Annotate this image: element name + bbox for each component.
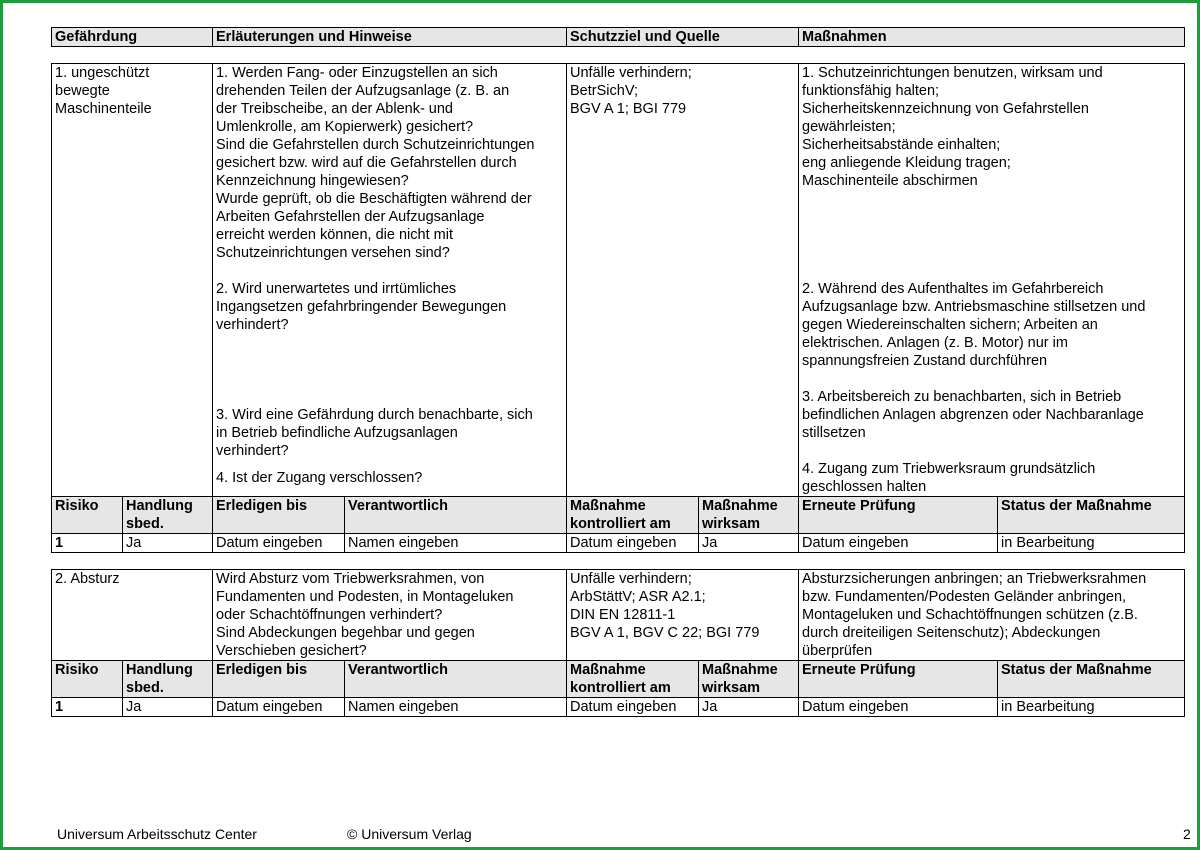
label-text: Handlung xyxy=(126,662,193,678)
footer-left: Universum Arbeitsschutz Center xyxy=(57,826,257,842)
measures-cell xyxy=(799,64,1185,497)
source-line: Unfälle verhindern; xyxy=(570,571,692,587)
risiko-value[interactable]: 1 xyxy=(52,534,123,553)
measure-line: überprüfen xyxy=(802,643,873,659)
label-handlung xyxy=(123,497,213,534)
source-line: ArbStättV; ASR A2.1; xyxy=(570,589,706,605)
note-line: erreicht werden können, die nicht mit xyxy=(216,227,453,243)
label-text: Maßnahme xyxy=(702,662,778,678)
measure-line: eng anliegende Kleidung tragen; xyxy=(802,155,1011,171)
note-line: Sind die Gefahrstellen durch Schutzeinrichtungen xyxy=(216,137,535,153)
source-cell xyxy=(567,570,799,661)
label-text: Maßnahme xyxy=(570,498,646,514)
hazard-line: 2. Absturz xyxy=(55,571,120,587)
risiko-value[interactable]: 1 xyxy=(52,698,123,717)
label-verantwortlich: Verantwortlich xyxy=(345,661,567,698)
measure-line: durch dreiteiligen Seitenschutz); Abdeckungen xyxy=(802,625,1101,641)
measure-line: gegen Wiedereinschalten sichern; Arbeiten an xyxy=(802,317,1098,333)
measures-cell xyxy=(799,570,1185,661)
pruefung-field[interactable]: Datum eingeben xyxy=(799,698,998,717)
column-header-table xyxy=(51,27,1185,47)
label-text: Handlung xyxy=(126,498,193,514)
label-status: Status der Maßnahme xyxy=(998,497,1185,534)
hazard-line: 1. ungeschützt xyxy=(55,65,150,81)
spacer xyxy=(802,190,1181,280)
label-wirksam xyxy=(699,497,799,534)
header-massnahmen: Maßnahmen xyxy=(799,28,1185,47)
label-text: sbed. xyxy=(126,680,164,696)
label-pruefung: Erneute Prüfung xyxy=(799,497,998,534)
footer-copyright: © Universum Verlag xyxy=(347,826,472,842)
label-text: Risiko xyxy=(55,662,99,678)
label-text: kontrolliert am xyxy=(570,516,671,532)
label-text: kontrolliert am xyxy=(570,680,671,696)
pruefung-field[interactable]: Datum eingeben xyxy=(799,534,998,553)
page-number: 2 xyxy=(1183,826,1191,842)
hazard-section-2 xyxy=(51,569,1185,717)
erledigen-field[interactable]: Datum eingeben xyxy=(213,534,345,553)
source-line: Unfälle verhindern; xyxy=(570,65,692,81)
source-line: BGV A 1; BGI 779 xyxy=(570,101,687,117)
note-line: gesichert bzw. wird auf die Gefahrstellen durch xyxy=(216,155,517,171)
label-kontrolliert xyxy=(567,661,699,698)
note-line: Wird Absturz vom Triebwerksrahmen, von xyxy=(216,571,485,587)
note-line: verhindert? xyxy=(216,443,289,459)
label-status: Status der Maßnahme xyxy=(998,661,1185,698)
label-erledigen: Erledigen bis xyxy=(213,497,345,534)
note-line: Sind Abdeckungen begehbar und gegen xyxy=(216,625,475,641)
note-line: in Betrieb befindliche Aufzugsanlagen xyxy=(216,425,458,441)
measure-line: Sicherheitskennzeichnung von Gefahrstellen xyxy=(802,101,1089,117)
wirksam-value[interactable]: Ja xyxy=(699,698,799,717)
measure-line: Absturzsicherungen anbringen; an Triebwerksrahmen xyxy=(802,571,1147,587)
note-line: oder Schachtöffnungen verhindert? xyxy=(216,607,443,623)
notes-cell xyxy=(213,570,567,661)
kontrolliert-field[interactable]: Datum eingeben xyxy=(567,534,699,553)
measure-line: Sicherheitsabstände einhalten; xyxy=(802,137,1001,153)
source-line: BetrSichV; xyxy=(570,83,638,99)
note-line: Schutzeinrichtungen versehen sind? xyxy=(216,245,450,261)
header-gefaehrdung: Gefährdung xyxy=(52,28,213,47)
spacer xyxy=(216,460,563,469)
source-cell xyxy=(567,64,799,497)
note-line: 3. Wird eine Gefährdung durch benachbarte, sich xyxy=(216,407,533,423)
label-wirksam xyxy=(699,661,799,698)
source-line: BGV A 1, BGV C 22; BGI 779 xyxy=(570,625,760,641)
measure-line: 4. Zugang zum Triebwerksraum grundsätzlich xyxy=(802,461,1096,477)
measure-line: spannungsfreien Zustand durchführen xyxy=(802,353,1048,369)
measure-line: bzw. Fundamenten/Podesten Geländer anbringen, xyxy=(802,589,1127,605)
note-line: 1. Werden Fang- oder Einzugstellen an sich xyxy=(216,65,498,81)
measure-line: 2. Während des Aufenthaltes im Gefahrbereich xyxy=(802,281,1104,297)
label-text: sbed. xyxy=(126,516,164,532)
note-line: Kennzeichnung hingewiesen? xyxy=(216,173,409,189)
measure-line: elektrischen. Anlagen (z. B. Motor) nur im xyxy=(802,335,1068,351)
hazard-line: Maschinenteile xyxy=(55,101,152,117)
kontrolliert-field[interactable]: Datum eingeben xyxy=(567,698,699,717)
label-risiko xyxy=(52,661,123,698)
note-line: Ingangsetzen gefahrbringender Bewegungen xyxy=(216,299,507,315)
verantwortlich-field[interactable]: Namen eingeben xyxy=(345,534,567,553)
measure-line: Maschinenteile abschirmen xyxy=(802,173,978,189)
header-erlaeuterungen: Erläuterungen und Hinweise xyxy=(213,28,567,47)
note-line: drehenden Teilen der Aufzugsanlage (z. B. an xyxy=(216,83,510,99)
erledigen-field[interactable]: Datum eingeben xyxy=(213,698,345,717)
measure-line: 1. Schutzeinrichtungen benutzen, wirksam und xyxy=(802,65,1103,81)
label-erledigen: Erledigen bis xyxy=(213,661,345,698)
spacer xyxy=(802,370,1181,388)
label-text: Maßnahme xyxy=(570,662,646,678)
note-line: 2. Wird unerwartetes und irrtümliches xyxy=(216,281,457,297)
measure-line: gewährleisten; xyxy=(802,119,896,135)
hazard-cell xyxy=(52,570,213,661)
note-line: verhindert? xyxy=(216,317,289,333)
label-risiko xyxy=(52,497,123,534)
note-line: Verschieben gesichert? xyxy=(216,643,367,659)
verantwortlich-field[interactable]: Namen eingeben xyxy=(345,698,567,717)
spacer xyxy=(802,442,1181,460)
hazard-section-1 xyxy=(51,63,1185,553)
notes-cell xyxy=(213,64,567,497)
spacer xyxy=(216,334,563,406)
note-line: Arbeiten Gefahrstellen der Aufzugsanlage xyxy=(216,209,485,225)
label-text: wirksam xyxy=(702,680,761,696)
note-line: Wurde geprüft, ob die Beschäftigten während der xyxy=(216,191,532,207)
source-line: DIN EN 12811-1 xyxy=(570,607,676,623)
measure-line: befindlichen Anlagen abgrenzen oder Nachbaranlage xyxy=(802,407,1144,423)
hazard-line: bewegte xyxy=(55,83,110,99)
measure-line: funktionsfähig halten; xyxy=(802,83,940,99)
label-text: wirksam xyxy=(702,516,761,532)
handlung-value[interactable]: Ja xyxy=(123,534,213,553)
label-pruefung: Erneute Prüfung xyxy=(799,661,998,698)
status-value[interactable]: in Bearbeitung xyxy=(998,698,1185,717)
note-line: Fundamenten und Podesten, in Montageluken xyxy=(216,589,514,605)
measure-line: geschlossen halten xyxy=(802,479,927,495)
header-schutzziel: Schutzziel und Quelle xyxy=(567,28,799,47)
label-handlung xyxy=(123,661,213,698)
note-line: Umlenkrolle, am Kopierwerk) gesichert? xyxy=(216,119,474,135)
measure-line: 3. Arbeitsbereich zu benachbarten, sich in Betrieb xyxy=(802,389,1122,405)
label-text: Risiko xyxy=(55,498,99,514)
measure-line: stillsetzen xyxy=(802,425,866,441)
label-kontrolliert xyxy=(567,497,699,534)
hazard-cell xyxy=(52,64,213,497)
measure-line: Aufzugsanlage bzw. Antriebsmaschine stillsetzen und xyxy=(802,299,1146,315)
status-value[interactable]: in Bearbeitung xyxy=(998,534,1185,553)
spacer xyxy=(216,262,563,280)
note-line: der Treibscheibe, an der Ablenk- und xyxy=(216,101,453,117)
handlung-value[interactable]: Ja xyxy=(123,698,213,717)
label-text: Maßnahme xyxy=(702,498,778,514)
measure-line: Montageluken und Schachtöffnungen schützen (z.B. xyxy=(802,607,1138,623)
note-line: 4. Ist der Zugang verschlossen? xyxy=(216,470,423,486)
wirksam-value[interactable]: Ja xyxy=(699,534,799,553)
label-verantwortlich: Verantwortlich xyxy=(345,497,567,534)
